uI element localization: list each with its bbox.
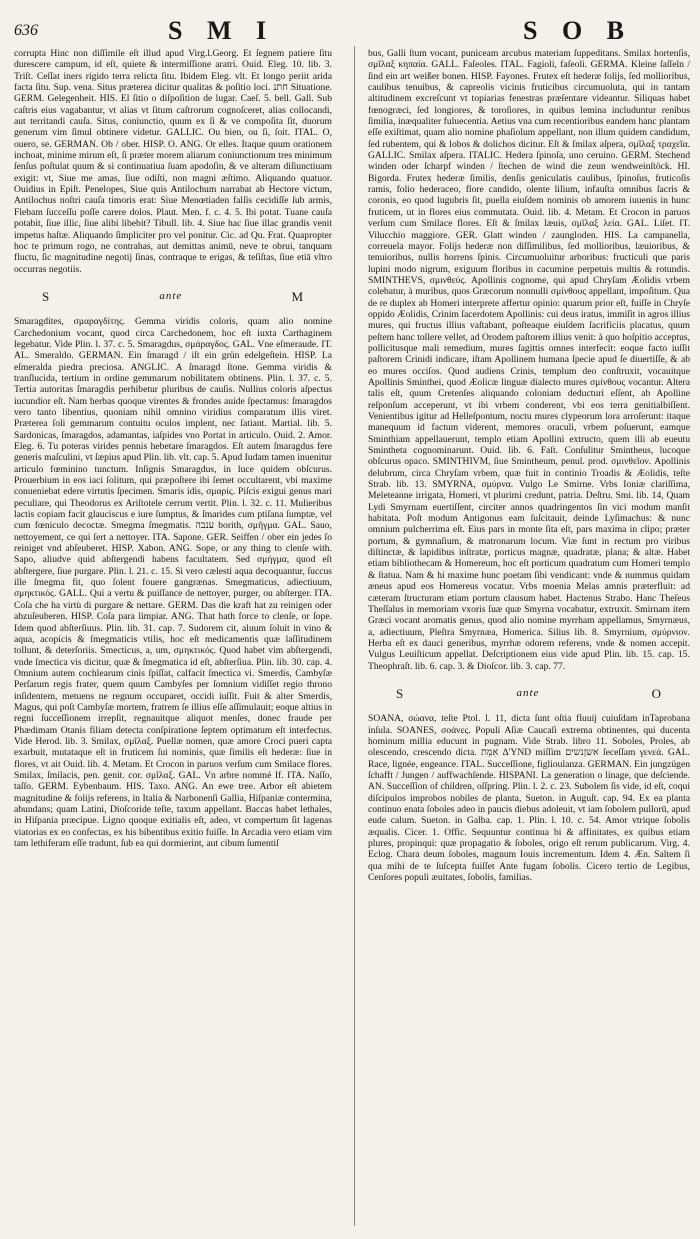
section-letter-right: M bbox=[291, 288, 304, 304]
section-letter-left: S bbox=[396, 685, 405, 701]
section-letter-right: O bbox=[651, 685, 662, 701]
running-head-left: S M I bbox=[168, 16, 276, 45]
section-ante: ante bbox=[516, 686, 540, 699]
section-heading-s-ante-o bbox=[396, 685, 662, 701]
section-ante: ante bbox=[159, 289, 183, 302]
section-letter-left: S bbox=[42, 288, 51, 304]
right-text-block-2: SOANA, σώανα, teſte Ptol. l. 11, dicta ſunt oſtia fluuij cuiuſdam inTaprobana inſula. SOANES, σοάνες. Populi Aſiæ Caucaſi extrema obtinentes, qui ducenta hominum millia educunt in pugnam. Vide Strab. libro 11. Soboles, Proles, ab olescendo, crescendo dicta. אִמְּת Δ'YND miſſim אשןנשים ſeceſſam γενεά. GAL. Race, lignée, engeance. ITAL. Succeſſione, figlioulanza. GERMAN. Ein jungzügen ſchafft / Jungen / auffwachſende. HISPANI. La generation o linage, que deſciende. AN. Succeſſion of children, oſſpring. Plin. l. 2. c. 23. Subolem ſis vide, id eſt, coqui diſcipulos improbos nobiles de planta, Sueton. in Auguſt. cap. 94. Ex ea planta continuo enata ſoboles adeo in paucis diebus adoleuit, vt iam ſobolem pullorū, apud eude calum. Sueton. in Galba. cap. 1. Plin. l. 10. c. 54. Amor vtrique ſobolis æqualis. Cicer. 1. Offic. Sequuntur continua bi & affinitates, ex quibus etiam plures, propinqui: quæ propagatio & ſoboles, origo eſt rerum publicarum. Virg. 4. Eclog. Chara deum ſoboles, magnum Iouis incrementum. Idem 4. Æn. Saltem ſi qua mihi de te ſuſcepta fuiſſet Ante fugam ſobolis. Cicero tertio de Legibus, Cenſores populi æuitates, ſobolis, familias. bbox=[368, 713, 690, 884]
right-column bbox=[368, 48, 690, 1231]
page-header bbox=[8, 14, 692, 48]
left-column bbox=[14, 48, 332, 1231]
left-text-block-1: corrupta Hinc non diſſimile eſt illud apud Virg.l.Georg. Et ſegnem patiere ſitu durescere campum, id eſt, quiete & intermiſſione aratri. Ouid. Eleg. 10. lib. 3. Triſt. Ceſſat iners rigido terra relicta ſitu. Ibidem Eleg. vlt. Et longo periit arida facta ſitu. Sup. vena. Situs præterea dicitur qualitas & poſitio loci. חתנ Situatione. GERM. Gelegenheit. HIS. El ſitio o diſpoſition de lugar. Caeſ. 5. bell. Gall. Sub caſtris eius vagabantur, vt alias vt ſitum caſtrorum cognoſceret, alias collocandi, aut territandi cauſa. Situs, coniunctio, quum ex ſi & ve compoſita ſit, duorum generum vim ſimul obtinere videtur. GALLIC. Ou bien, ou ſi, ſoit. ITAL. O, ouero, se. GERMAN. Ob / ober. HISP. O. ANG. Or elles. Itaque quum orationem inchoat, minime mirum eſt, ſi præter morem aliarum coniunctionum tres minimum ſenſus poſtulat quum & si continuatiua ſuam apodoſin, & ve alteram diſiunctiuam exigit: vt, Siue me amas, ſiue odiſti, non magni æſtimo. Aliquando quatuor. Ouidius in Epiſt. Penelopes, Siue quis Antilochum narrabat ab Hectore victum, Antilochus noſtri cauſa timoris erat: Siue Menœtiaden falſis cecidiſſe ſub armis, Flebam ſucceſſu poſſe carere dolos. Plaut. Men. f. c. 4. 5. Ibi potat. Tuane cauſa potabit, ſiue illic, ſiue alibi libebit? Tibull. lib. 4. Siue hac ſiue illac grandis venit impetus haſtæ. Aliquando ſimpliciter pro vel ponitur. Cic. ad Qu. Frat. Quapropter hoc te primum rogo, ne contrahas, aut demittas animū, neve te obrui, tanquam fluctu, ſic magnitudine negotij ſinas, contraque te erigas, & teſiſtas, ſiue etiā vltro occurras negotiis. bbox=[14, 48, 332, 275]
column-divider bbox=[354, 46, 355, 1226]
right-text-block-1: bus, Galli ſtum vocant, puniceam arcubus materiam ſuppeditans. Smilax hortenſis, σμῖλαξ κηπαία. GALL. Faſeoles. ITAL. Fagioli, faſeoli. GERMA. Kleine ſaſſeln / ſind ein art weißer bonen. HISP. Fayones. Frutex eſt hederæ folijs, ſed mollioribus, caulibus tenuibus, & capreolis vicinis fruticibus circumuoluta, qui in tantam altitudinem excreſcunt vt topiarias fenestras præſentare videantur. Siliquas habet fœnogræci, ſed longiores, & toroſiores, in quibus lemina includuntur renibus ſimilia, inæqualiter fuluecentia. Aetius vna cum recentioribus eandem hanc plantam eſſe exiſtimat, quam alio nomine phaſiolum appellant, non illum quidem candidum, ſed rubentem, qui & lobos & dolichos dicitur. Eſt & ſmilax aſpera, σμῖλαξ τραχεῖα. GALLIC. Smilax aſpera. ITALIC. Hedera ſpinoſa, uno ceruino. GERM. Stechend winden oder ſcharpf winden / ſtechen de wind die zeun wendweinſtöck. HI. Bigorda. Frutex hederæ ſimilis, denſis geniculatis caulibus, ſpinoſus, fruticoſis ramis, folio hederaceo, flore candido, olente lilium, infauſta omnibus ſacris & coronis, eo quod lugubris ſit, puella eiuſdem nominis ob amorem iuuenis in hunc fruticem, ut in flores eius commutata. Ouid. lib. 4. Metam. Et Crocon in paruos verſum cum Smilace flores. Eſt & ſmilax læuis, σμῖλαξ λεία. GAL. Liſet. IT. Vilucchio maggiore. GER. Glatt winden / zaungloden. HIS. La campanella, correuela mayor. Folijs hederæ non diſſimilibus, ſed mollioribus, læuioribus, & tenuioribus, nullis horrens ſpinis. Circumuoluitur arboribus: fructiculi que paris lupini modo nigrum, exiguum floribus in cacumine perpetuis multis & rotundis. SMINTHEVS, σμινθεύς. Apollinis cognome, qui apud Chryſam Æolidis vrbem colebatur, à muribus, quos Græcorum nonnulli σμίνθους appellant, impoſitum. Qua de re duplex ab Homeri interprete affertur opinio: quarum prior eſt, fuiſſe in Chryſe oppido Æolidis, Crinim ſacerdotem Apollinis: cui deus iratus, immiſit in agros illius mures, qui fructus illius vaſtabant, poſteaque eiuſdem ſacrificiis placatus, quum peſtem hanc tollere vellet, ad Orodem paſtorem illius venit: à quo hoſpitio acceptus, pollicitusque mali remedium, mures ſagittis omnes interfecit: eoque facto iuſſit paſtorem Crinidi indicare, iſtam Apollinem humana ſpecie apud ſe diuertiſſe, & ab eo mures occiſos. Quod audiens Crinis, templum deo conſtruxit, vocauitque Apollinis Sminthei, quod Æolicæ linguæ dialecto mures σμίνθους vocantur. Altera talis eſt, quum Cretenſes aliquando coloniam deducturi eſſent, ab Apolline reſponſum acceperunt, vt ibi vrbem conderent, vbi eos terra genitialbiſſent. Venientibus igitur ad Helleſpontum, noctu mures clypeorum lora arroſerunt: itaque manequum id factum viderent, memores oraculi, vrbem poſuerunt, eamque Sminthiam appellauerunt, templo etiam Apollini extructo, quem illi ab eueutu Smintheta cognominarunt. Ouid. lib. 6. Faſt. Conſulitur Smintheus, lucoque obſcurus opaco. SMINTHIVM, ſiue Smintheum, penul. prod. σμινθεῖον. Apollinis delubrum, circa Chryſam vrbem, quæ fuit in continio Troadis & Æolidis, teſte Strab. lib. 13. SMYRNA, σμύρνα. Vulgo Le Smirne. Vrbs Ioniæ clariſſima, Meleteanne irrigata, Homeri, vt plurimi credunt, patria. Deſtru. Smi. lib. 14, Quam Lydi Smyrnam euertiſſent, circiter annos quadringentos ſin vici modum manſit habitata. Poſt modum Antigonus eam ſuſcitauit, deinde Lyſimachus: & nunc omnium pulcherrima eſt. Eius pars in monte ſita eſt, pars maxima in clipo; præter portum, & gymnaſium, & matronarum locum. Viæ ſunt in rectum pro viribus diſtinctæ, & lapidibus inſtratæ, porticus magnæ, quadratæ, plana; & altæ. Habet etiam bibliothecam & Homereum, hoc eſt porticum quadratum cum Homeri templo & ſtatua. Nam & hi maxime hunc poetam ſibi vendicant: vnde & nummus quidam æneus apud eos Homereus vocatur. Vrbs moenia Melas amnis præterfluit: ad cæteram ſtructuram etiam portum clausum habet. Hactenus Strabo. Hanc Theſeus Theſſalus in memoriam vxoris ſuæ quæ Smyrna vocabatur, extruxit. Smirnam item Græci vocant aromatis genus, quod alio nomine myrrham appellamus, Smyrnæus, a, adiectiuum, Pleſtra Smyrnæa, Homerica. Silius lib. 8. Smyrnium, σμύρνιον. Herba eſt ex dauci generibus, myrrhæ odorem referens, vnde & nomen accepit. Vulgus Leuiſticum appellat. Deſcriptionem eius vide apud Plin. lib. 15. cap. 15. Theophraſt. lib. 6. cap. 3. & Dioſcor. lib. 3. cap. 77. bbox=[368, 48, 690, 672]
section-heading-s-ante-m bbox=[42, 288, 304, 304]
page-number: 636 bbox=[14, 22, 38, 39]
left-text-block-2: Smaragdites, σμαραγδίτης. Gemma viridis coloris, quam alio nomine Carchedonium vocant, quod circa Carchedonem, hoc eſt iuxta Carthaginem legebatur. Vide Plin. l. 37. c. 5. Smaragdus, σμάραγδος. GAL. Vne eſmeraude. IT. AL. Smeraldo. GERMAN. Ein ſmaragd / iſt ein grün edelgeſtein. HISP. La eſmeralda piedra preciosa. ANGLIC. A ſmaragd ſtone. Gemma viridis & tranſlucida, tertium in ordine gemmarum nobilitatem obtinens. Plin. l. 37. c. 5. Tertia autoritas ſmaragdis perhibetur pluribus de cauſis. Nullius coloris aſpectus iucundior eſt. Nam herbas quoque virentes & frondes auide ſpectamus: ſmaragdos vero tanto libentius, quoniam nihil omnino viridius comparatum illis viret. Præterea ſoli gemmarum contuitu oculos implent, nec ſatiant. Martial. lib. 5. Sardonicas, ſmaragdos, adamantas, iaſpides vno Portat in articulo. Ouid. 2. Amor. Eleg. 6. Tu poteras virides pennis hebetare ſmaragdos. Eſt autem ſmaragdus fere generis maſculini, vt ſæpius apud Plin. lib. vlt. cap. 5. Apud Iudam tamen inuenitur articulo fœminino tunctum. Inſignis Smaragdus, in luce quidem obſcurus. Prouerbium in eos iaci ſolitum, qui præpoſtere ibi ſemet occultarent, vbi maxime conueniebat edere virtutis ſpecimen. Smaris idis, σμαρίς. Piſcis exigui genus mari peculiare, qui Theodorus ex Ariſtotele cerrum vertit. Plin. l. 32. c. 11. Mulieribus lactis copiam facit glauciscus e iure ſumptus, & ſmarides cum ptiſana ſumptæ, vel cum fœniculo decoctæ. Smegma ſmegmatis. ענבה borith, σμῆγμα. GAL. Sauo, nettoyement, ce qui ſert a nettoyer. ITA. Sapone. GER. Seiffen / ober ein jedes ſo reiniget vnd abſeuberet. HISP. Xabon. ANG. Sope, or any thing to clenſe with. Sapo, aliudve quid abſtergendi habens facultatem. Sed σμήγμα, quod eſt abſtergere, ſiue purgare. Plin. l. 21. c. 15. Si vero cælesti aqua decoquantur, ſuccus ille ſmegma fit, quo ſolent fouere gangrænas. Smegmaticus, adiectiuum, σμηκτικός. GALL. Qui a vertu & puiſſance de nettoyer, purger, ou abſterger. ITA. Coſa che ha virtù di purgare & nettare. GERM. Das die kraft hat zu reinigen oder abzuſeuberen. HISP. Coſa para limpiar. ANG. That hath force to clenſe, or ſope. Idem quod abſterſiuus. Plin. lib. 31. cap. 7. Sudorem cit, aluum ſoluit in vino & aqua, acopicis & ſmegmaticis vtilis, hoc eſt medicamentis quæ laſſitudinem tollunt, & deterſoriis. Smecticus, a, um, σμηκτικός. Quod habet vim abſtergendi, vnde ſmectica vis dicitur, quæ & ſmegmatica id eſt, abſterſiua. Plin. lib. 30. cap. 4. Omnium autem cochlearum cinis ſpiſſat, calfacit ſmectica vi. Smerdis, Cambyſæ Perſarum regis frater, quem quum Cambyſes per ſomnium vidiſſet regio throno inſidentem, metuens ne regnum occuparet, occidi iuſſit. Fuit & alter Smerdis, Magus, qui poſt Cambyſæ mortem, fratrem ſe illius eſſe aſſimulauit; eoque altius in regni ſucceſſionem irrepſit, regnauitque aliquot menſes, donec fraude per Phædimam Otanis filiam detecta conſpiratione ſeptem optimatum eſt interfectus. Vide Herod. lib. 3. Smilax, σμῖλαξ. Puellæ nomen, quæ amore Croci pueri capta exarbuit, mutataque eſt in fruticem ſui nominis, quæ ſimilis eſt hederæ: ſiue in flores, vt ait Ouid. lib. 4. Metam. Et Crocon in paruos verſum cum Smilace flores. Smilax, ſmilacis, pen. genit. cor. σμῖλαξ. GAL. Vn arbre nommé If. ITA. Naſſo, taſſo. GERM. Eybenbaum. HIS. Taxo. ANG. An ewe tree. Arbor eſt abietem magnitudine & folijs referens, in Italia & Narbonenſi Gallia, Hiſpaniæ contermina, abundans; quam Latini, Dioſcoride teſte, taxum appellant. Baccas habet lethales, in Hiſpania præcipue. Ligno quoque exitialis eſt, adeo, vt compertum ſit lagenas viatorias ex eo confectas, ex his bibentibus exitio fuiſſe. In Arcadia vero etiam vim tam lethiferam eſſe tradunt, ſub ea qui dormierint, aut cibum ſumentiſ bbox=[14, 316, 332, 850]
running-head-right: S O B bbox=[523, 16, 634, 45]
